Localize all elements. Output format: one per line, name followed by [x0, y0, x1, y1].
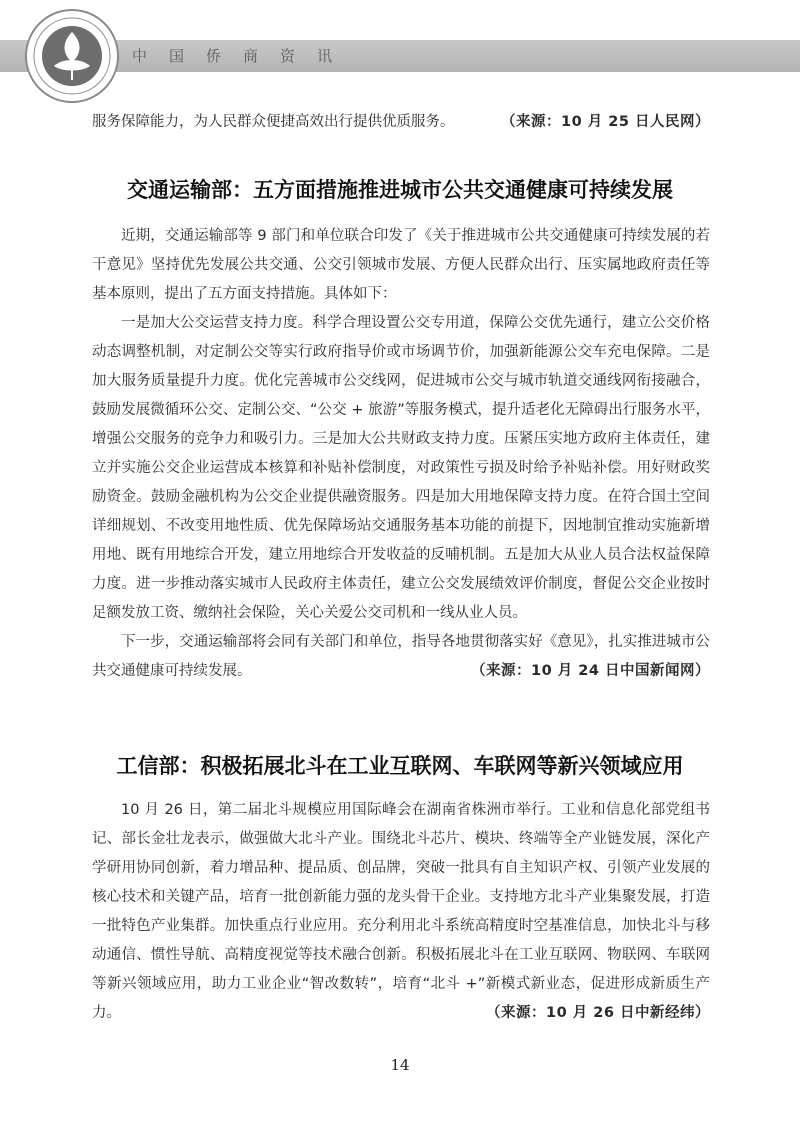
article1-paragraph-2: 一是加大公交运营支持力度。科学合理设置公交专用道，保障公交优先通行，建立公交价格动态调整机制，对定制公交等实行政府指导价或市场调节价，加强新能源公交车充电保障。二是加大服务质量提升力度。优化完善城市公交线网，促进城市公交与城市轨道交通线网衔接融合，鼓励发展微循环公交、定制公交、“公交 + 旅游”等服务模式，提升适老化无障碍出行服务水平，增强公交服务的竞争力和吸引力。三是加大公共财政支持力度。压紧压实地方政府主体责任，建立并实施公交企业运营成本核算和补贴补偿制度，对政策性亏损及时给予补贴补偿。用好财政奖励资金。鼓励金融机构为公交企业提供融资服务。四是加大用地保障支持力度。在符合国土空间详细规划、不改变用地性质、优先保障场站交通服务基本功能的前提下，因地制宜推动实施新增用地、既有用地综合开发，建立用地综合开发收益的反哺机制。五是加大从业人员合法权益保障力度。进一步推动落实城市人民政府主体责任，建立公交发展绩效评价制度，督促公交企业按时足额发放工资、缴纳社会保险，关心关爱公交司机和一线从业人员。 [92, 315, 710, 621]
article2-paragraph-1 [92, 796, 710, 1028]
article1-paragraph-3 [92, 628, 710, 686]
page-number: 14 [390, 1056, 410, 1074]
intro-text: 服务保障能力，为人民群众便捷高效出行提供优质服务。 [92, 114, 455, 130]
article1-paragraph-1: 近期，交通运输部等 9 部门和单位联合印发了《关于推进城市公共交通健康可持续发展的若干意见》坚持优先发展公共交通、公交引领城市发展、方便人民群众出行、压实属地政府责任等基本原则，提出了五方面支持措施。具体如下： [92, 228, 710, 302]
article1-source: （来源：10 月 24 日中国新闻网） [471, 663, 710, 679]
article1-heading: 交通运输部：五方面措施推进城市公共交通健康可持续发展 [127, 178, 673, 202]
article1-body [92, 222, 710, 686]
article2-heading: 工信部：积极拓展北斗在工业互联网、车联网等新兴领域应用 [116, 754, 684, 778]
article2-body [92, 796, 710, 1028]
intro-source: （来源：10 月 25 日人民网） [501, 114, 710, 130]
intro-paragraph [92, 108, 710, 137]
article2-paragraph-1-text: 10 月 26 日，第二届北斗规模应用国际峰会在湖南省株洲市举行。工业和信息化部党组书记、部长金壮龙表示，做强做大北斗产业。围绕北斗芯片、模块、终端等全产业链发展，深化产学研用协同创新，着力增品种、提品质、创品牌，突破一批具有自主知识产权、引领产业发展的核心技术和关键产品，培育一批创新能力强的龙头骨干企业。支持地方北斗产业集聚发展，打造一批特色产业集群。加快重点行业应用。充分利用北斗系统高精度时空基准信息，加快北斗与移动通信、惯性导航、高精度视觉等技术融合创新。积极拓展北斗在工业互联网、物联网、车联网等新兴领域应用，助力工业企业“智改数转”，培育“北斗 +”新模式新业态，促进形成新质生产力。 [92, 802, 710, 1021]
article2-source: （来源：10 月 26 日中新经纬） [486, 1005, 710, 1021]
article1-paragraph-3-text: 下一步，交通运输部将会同有关部门和单位，指导各地贯彻落实好《意见》，扎实推进城市公共交通健康可持续发展。 [92, 634, 710, 679]
intro-block [92, 108, 710, 137]
header-title: 中国侨商资讯 [132, 47, 355, 65]
federation-logo [22, 6, 122, 106]
